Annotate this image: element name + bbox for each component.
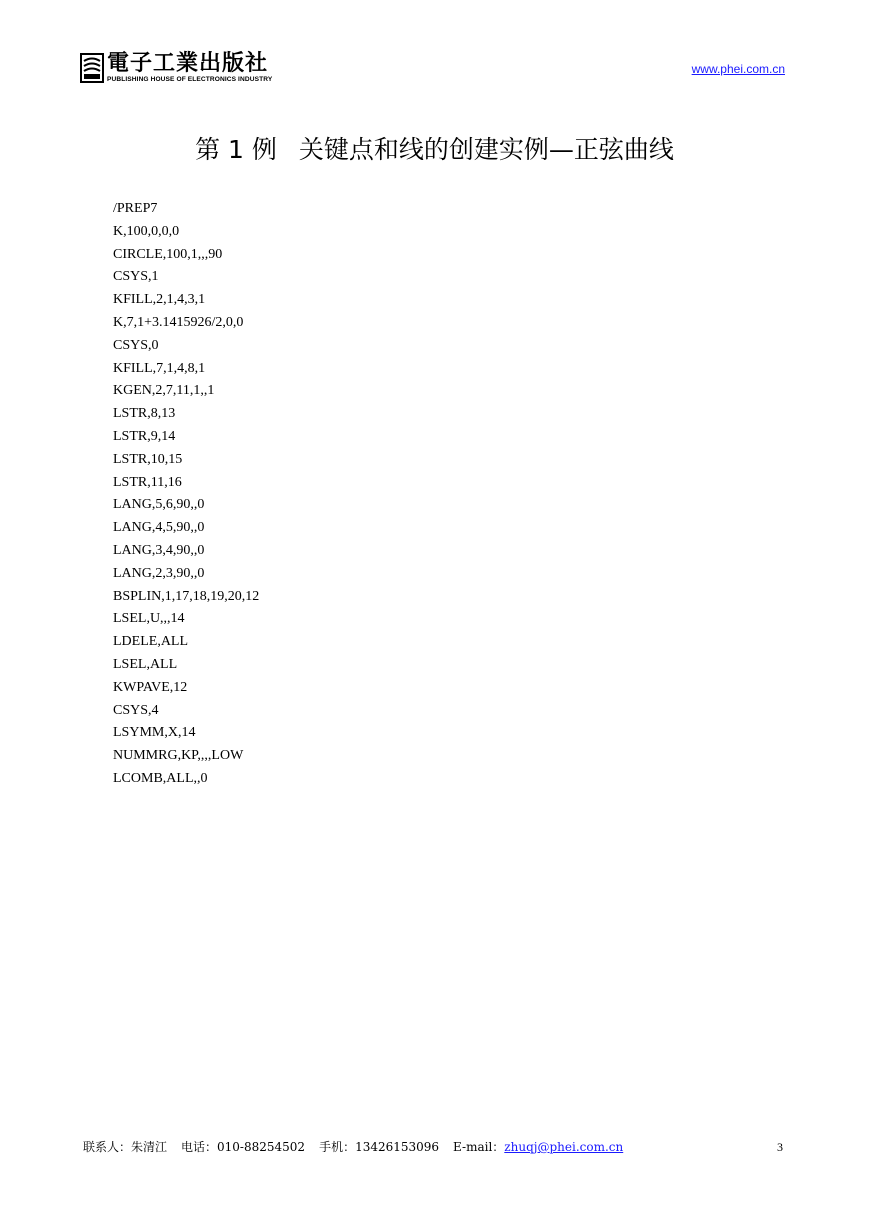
page-title: [0, 134, 869, 166]
command-line: CSYS,1: [113, 269, 159, 285]
command-line: BSPLIN,1,17,18,19,20,12: [113, 588, 260, 604]
command-line: KGEN,2,7,11,1,,1: [113, 383, 215, 399]
example-number: 第 1 例: [195, 135, 277, 164]
command-line: CSYS,4: [113, 702, 159, 718]
command-line: KFILL,2,1,4,3,1: [113, 292, 206, 308]
example-title: 关键点和线的创建实例—正弦曲线: [298, 135, 674, 164]
command-line: KFILL,7,1,4,8,1: [113, 360, 206, 376]
command-line: LSEL,U,,,14: [113, 611, 185, 627]
command-line: K,100,0,0,0: [113, 223, 180, 239]
command-line: LSTR,8,13: [113, 406, 176, 422]
command-line: LANG,4,5,90,,0: [113, 520, 205, 536]
command-line: /PREP7: [113, 201, 158, 216]
contact-phone: 电话：010-88254502: [181, 1140, 306, 1154]
contact-mobile: 手机：13426153096: [319, 1140, 440, 1154]
email-link[interactable]: zhuqj@phei.com.cn: [504, 1140, 624, 1154]
command-listing: [113, 198, 259, 791]
command-line: LSEL,ALL: [113, 656, 178, 672]
command-line: LANG,5,6,90,,0: [113, 497, 205, 513]
command-line: KWPAVE,12: [113, 679, 188, 695]
command-line: CIRCLE,100,1,,,90: [113, 246, 223, 262]
page-header: [0, 0, 869, 110]
publisher-logo-icon: [80, 53, 104, 83]
publisher-logo: [80, 50, 273, 86]
command-line: LSTR,10,15: [113, 451, 183, 467]
command-line: K,7,1+3.1415926/2,0,0: [113, 314, 244, 330]
command-line: LSTR,9,14: [113, 428, 176, 444]
command-line: LDELE,ALL: [113, 634, 189, 650]
page-number: 3: [777, 1140, 783, 1154]
page-footer: [83, 1138, 783, 1158]
website-link[interactable]: www.phei.com.cn: [691, 62, 785, 76]
command-line: LSTR,11,16: [113, 474, 182, 490]
command-line: LSYMM,X,14: [113, 725, 196, 741]
command-line: LANG,3,4,90,,0: [113, 542, 205, 558]
command-line: NUMMRG,KP,,,,LOW: [113, 748, 244, 764]
command-line: LCOMB,ALL,,0: [113, 770, 208, 786]
publisher-name-cn: 電子工業出版社: [107, 50, 269, 76]
contact-person: 联系人：朱清江: [83, 1140, 168, 1154]
email-label: E-mail：: [453, 1140, 505, 1154]
command-line: CSYS,0: [113, 337, 159, 353]
publisher-name-en: PUBLISHING HOUSE OF ELECTRONICS INDUSTRY: [107, 76, 273, 83]
command-line: LANG,2,3,90,,0: [113, 565, 205, 581]
